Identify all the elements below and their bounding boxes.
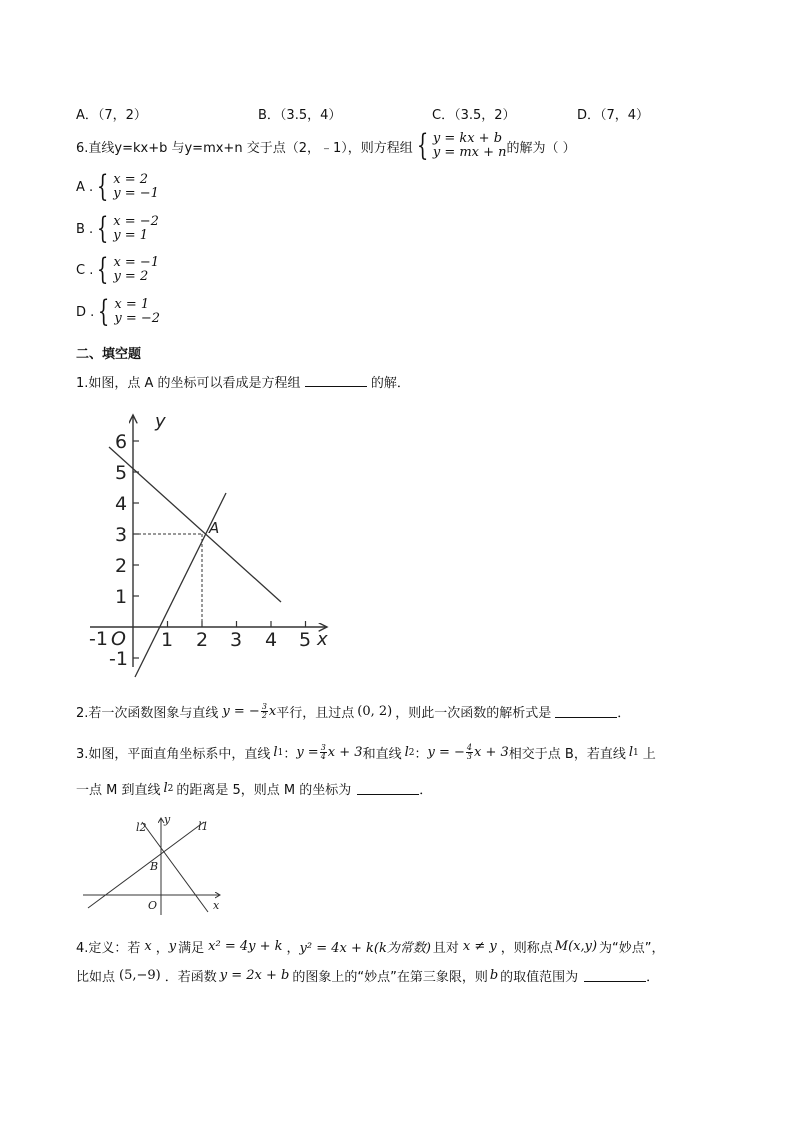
fill4-var-y: y xyxy=(168,939,177,954)
fill3-line2 xyxy=(76,779,432,798)
fill4-line2-b: ．若函数 xyxy=(164,970,217,985)
q6-option-d-label: D . xyxy=(76,304,95,320)
q6-option-b-y: y = 1 xyxy=(113,228,149,243)
fill3-eq1-num: 3 xyxy=(320,743,326,752)
q6-system: { y = kx + b y = mx + n xyxy=(416,128,507,163)
graph2-origin-label: O xyxy=(148,899,158,912)
q6-option-d: D . { x = 1 y = −2 xyxy=(76,294,161,329)
fill2-eq-lhs: y = − xyxy=(222,704,260,719)
fill4-var-x: x xyxy=(144,939,152,954)
fill2-text-b: 平行，且过点 xyxy=(276,706,355,721)
fill4-answer-blank xyxy=(584,969,646,982)
graph1-figure xyxy=(85,405,335,685)
graph2-y-label: y xyxy=(164,813,171,826)
fill3-l2: l xyxy=(404,745,409,760)
fill2-question xyxy=(76,702,630,721)
graph2-point-b-label: B xyxy=(150,860,159,873)
fill3-line2-b: 的距离是 5，则点 M 的坐标为 xyxy=(176,783,352,798)
fill2-eq-rhs: x xyxy=(268,704,277,719)
fill3-line1 xyxy=(76,743,656,762)
fill3-eq1-b: x + 3 xyxy=(327,745,363,760)
fill3-eq2-b: x + 3 xyxy=(474,745,509,760)
fill3-eq2-fraction xyxy=(466,744,473,761)
fill4-func: y = 2x + b xyxy=(219,968,290,983)
graph1-x-tick-1: 1 xyxy=(161,629,174,651)
graph1-origin-label: O xyxy=(111,628,126,650)
fill4-point-m: M(x,y) xyxy=(554,939,598,954)
q6-stem xyxy=(76,128,576,163)
graph1-y-tick-1: 1 xyxy=(115,586,128,608)
q6-system-eq2: y = mx + n xyxy=(432,145,507,160)
fill2-text-c: ，则此一次函数的解析式是 xyxy=(395,706,552,721)
graph1-y-tick-4: 4 xyxy=(115,493,128,515)
graph2-l1-label: l1 xyxy=(198,820,209,833)
graph1-x-tick-2: 2 xyxy=(196,629,209,651)
fill3-text-a: 3.如图，平面直角坐标系中，直线 xyxy=(76,747,271,762)
fill2-frac-num: 3 xyxy=(261,702,267,711)
fill2-text-a: 2.若一次函数图象与直线 xyxy=(76,706,219,721)
graph1-y-label: y xyxy=(155,411,166,432)
fill3-eq1-fraction xyxy=(320,744,327,761)
graph1-y-tick-5: 5 xyxy=(115,462,128,484)
q6-system-eq1: y = kx + b xyxy=(432,131,503,146)
graph1-y-tick-3: 3 xyxy=(115,524,128,546)
fill3-l2b-sub: 2 xyxy=(167,783,174,794)
fill3-l1b: l xyxy=(628,745,633,760)
fill4-line1-e: 为“妙点”， xyxy=(599,941,665,956)
fill4-eq1: x² = 4y + k xyxy=(208,939,283,954)
fill2-fraction xyxy=(261,703,268,720)
fill4-line1 xyxy=(76,937,665,956)
q6-stem-suffix: 的解为（ ） xyxy=(506,140,576,156)
fill4-line2 xyxy=(76,966,659,985)
q6-option-c-x: x = −1 xyxy=(113,255,160,270)
fill2-text-end: ． xyxy=(617,706,631,721)
fill4-line1-b: 满足 xyxy=(178,941,205,956)
graph1-point-a-label: A xyxy=(209,519,220,537)
graph1-x-tick-5: 5 xyxy=(299,629,312,651)
fill2-frac-den: 2 xyxy=(261,711,267,720)
fill4-eq2: y² = 4x + k(k为常数) xyxy=(299,941,431,956)
fill1-text-after: 的解． xyxy=(370,376,410,391)
graph1-y-tick-6: 6 xyxy=(115,431,128,453)
fill4-line2-d: 的取值范围为 xyxy=(500,970,579,985)
q6-option-c: C . { x = −1 y = 2 xyxy=(76,252,160,287)
fill4-line1-d: ，则称点 xyxy=(500,941,553,956)
fill3-colon2: ： xyxy=(414,747,428,762)
fill3-text-c: 上 xyxy=(642,747,656,762)
fill3-eq2-num: 4 xyxy=(466,743,472,752)
q5-option-a: A．（7，2） xyxy=(76,108,147,123)
graph1-x-tick-4: 4 xyxy=(265,629,278,651)
graph1-line-decreasing xyxy=(109,447,281,602)
fill2-answer-blank xyxy=(555,705,617,718)
q5-option-b: B．（3.5，4） xyxy=(258,108,342,123)
graph1-y-tick-2: 2 xyxy=(115,555,128,577)
q5-option-c: C．（3.5，2） xyxy=(432,108,516,123)
graph1-x-label: x xyxy=(317,629,328,650)
q6-option-b-x: x = −2 xyxy=(113,214,159,229)
fill4-line1-c: 且对 xyxy=(432,941,459,956)
fill4-line2-c: 的图象上的“妙点”在第三象限，则 xyxy=(292,970,488,985)
fill4-line2-end: ． xyxy=(646,970,660,985)
fill3-and: 和直线 xyxy=(362,747,402,762)
q6-option-a-y: y = −1 xyxy=(113,186,159,201)
q6-option-d-y: y = −2 xyxy=(114,311,161,326)
fill4-comma2: ， xyxy=(286,941,300,956)
fill1-text-before: 1.如图，点 A 的坐标可以看成是方程组 xyxy=(76,376,301,391)
fill3-text-b: 相交于点 B，若直线 xyxy=(508,747,626,762)
fill3-line2-end: ． xyxy=(419,783,433,798)
fill3-answer-blank xyxy=(357,782,419,795)
q6-option-d-x: x = 1 xyxy=(114,297,150,312)
graph2-x-label: x xyxy=(213,899,220,912)
q6-stem-prefix: 6.直线y=kx+b 与y=mx+n 交于点（2，﹣1），则方程组 xyxy=(76,140,413,156)
graph1-y-tick-minus1: -1 xyxy=(109,648,128,670)
fill3-l2b: l xyxy=(163,781,168,796)
fill3-eq1-den: 4 xyxy=(320,752,326,761)
fill4-line1-a: 4.定义：若 xyxy=(76,941,141,956)
fill4-cond: x ≠ y xyxy=(462,939,497,954)
section-title: 二、填空题 xyxy=(76,347,142,362)
fill3-eq2-den: 3 xyxy=(466,752,472,761)
q6-option-b-label: B . xyxy=(76,221,94,237)
fill2-point: (0, 2) xyxy=(357,704,393,719)
q6-option-a: A . { x = 2 y = −1 xyxy=(76,169,159,204)
fill3-line2-a: 一点 M 到直线 xyxy=(76,783,161,798)
q6-option-c-y: y = 2 xyxy=(113,269,149,284)
fill3-l1-sub: 1 xyxy=(277,747,284,758)
fill3-colon1: ： xyxy=(283,747,297,762)
graph1-x-tick-minus1: -1 xyxy=(89,628,108,650)
graph2-l2-label: l2 xyxy=(136,821,147,834)
fill3-l1b-sub: 1 xyxy=(633,747,639,758)
q6-option-c-label: C . xyxy=(76,262,94,278)
fill3-l2-sub: 2 xyxy=(408,747,415,758)
graph1-x-tick-3: 3 xyxy=(230,629,243,651)
q5-option-d: D．（7，4） xyxy=(577,108,650,123)
fill1-answer-blank xyxy=(305,374,367,387)
fill4-example: (5,−9) xyxy=(119,968,161,983)
fill1-question xyxy=(76,372,410,391)
fill4-var-b: b xyxy=(489,968,499,983)
q6-option-b: B . { x = −2 y = 1 xyxy=(76,211,159,246)
graph2-figure xyxy=(80,812,230,917)
fill4-comma1: ， xyxy=(155,941,169,956)
fill3-eq2-a: y = − xyxy=(427,745,465,760)
fill4-line2-a: 比如点 xyxy=(76,970,116,985)
fill3-eq1-a: y = xyxy=(296,745,319,760)
q6-option-a-x: x = 2 xyxy=(113,172,149,187)
fill3-l1: l xyxy=(273,745,278,760)
q6-option-a-label: A . xyxy=(76,179,94,195)
